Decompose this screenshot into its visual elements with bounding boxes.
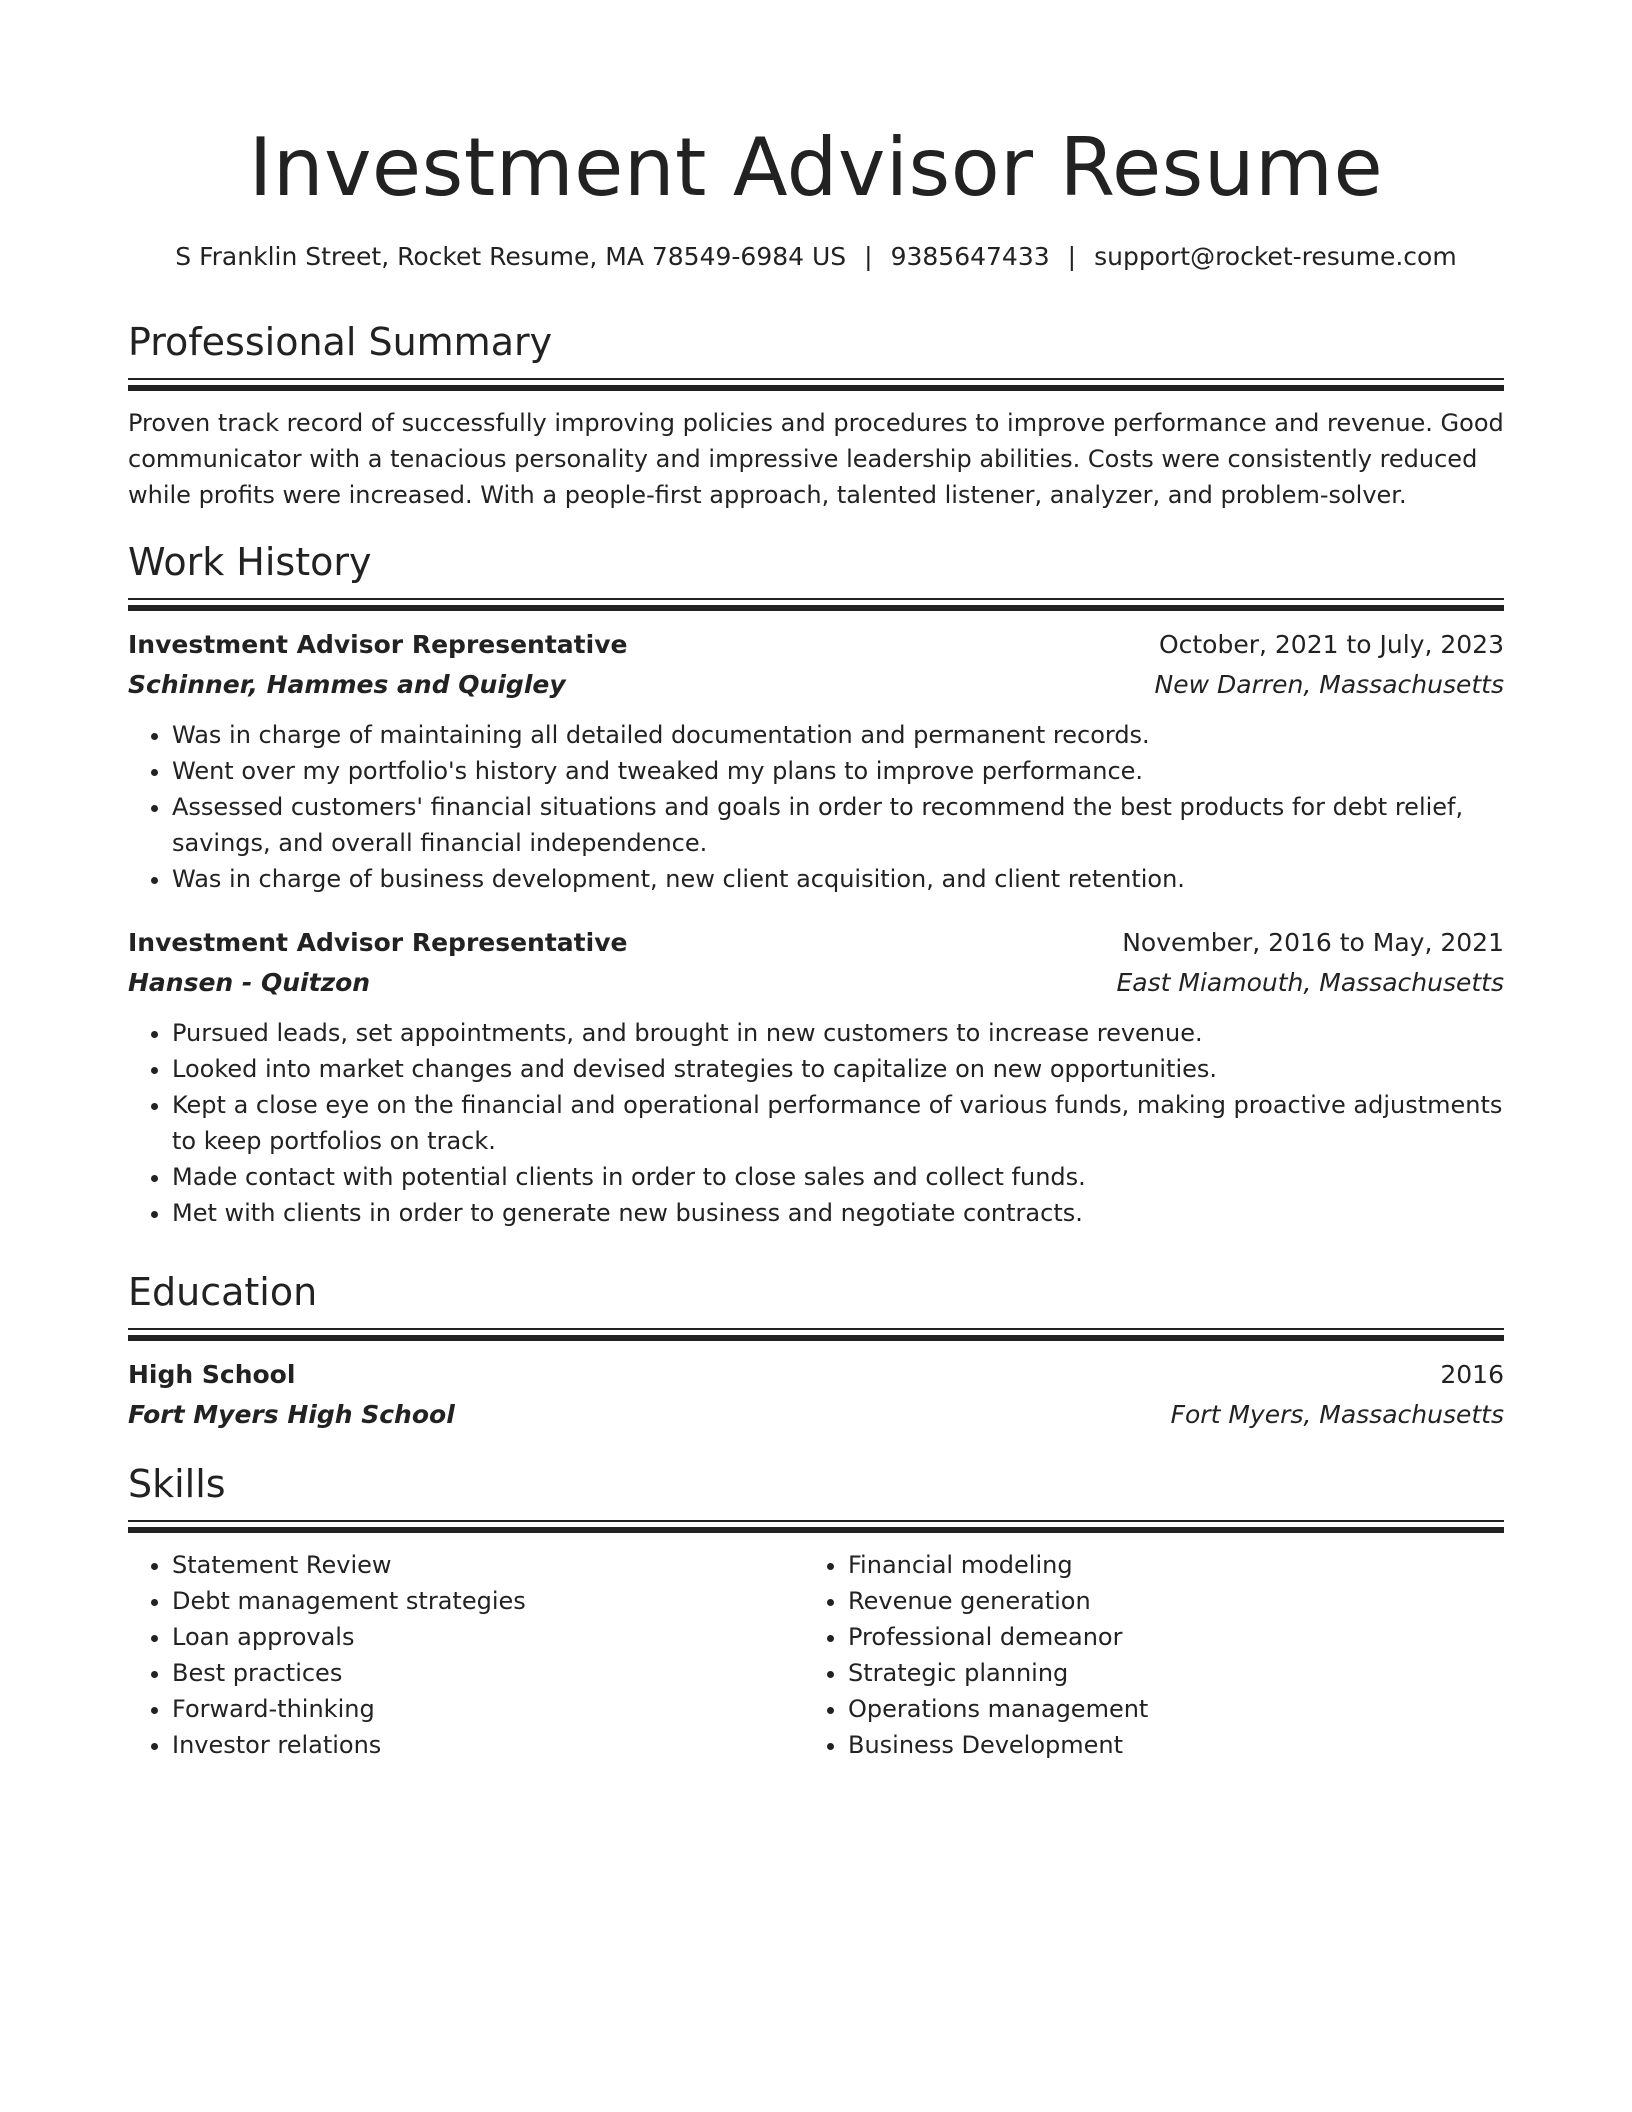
list-item: • Was in charge of maintaining all detailed documentation and permanent records. xyxy=(172,717,1504,753)
job-location: East Miamouth, Massachusetts xyxy=(1116,968,1504,997)
education-year: 2016 xyxy=(1440,1360,1504,1389)
list-item: • Investor relations xyxy=(172,1727,804,1763)
list-item: • Statement Review xyxy=(172,1547,804,1583)
list-item: • Forward-thinking xyxy=(172,1691,804,1727)
contact-line xyxy=(128,240,1504,274)
section-divider xyxy=(128,1520,1504,1533)
contact-email: support@rocket-resume.com xyxy=(1094,242,1457,271)
list-item: • Looked into market changes and devised strategies to capitalize on new opportunities. xyxy=(172,1051,1504,1087)
resume-title: Investment Advisor Resume xyxy=(248,121,1384,214)
job-entry xyxy=(128,625,1504,897)
list-item: • Assessed customers' financial situations and goals in order to recommend the best products for debt relief, savings, and overall financial independence. xyxy=(172,789,1504,861)
job-location: New Darren, Massachusetts xyxy=(1154,670,1504,699)
skills-column-left xyxy=(128,1547,804,1763)
section-heading-summary: Professional Summary xyxy=(128,320,553,364)
job-company-row xyxy=(128,665,1504,705)
section-heading-skills: Skills xyxy=(128,1462,226,1506)
job-company: Schinner, Hammes and Quigley xyxy=(128,670,566,699)
work-history-section xyxy=(128,538,1504,1231)
education-header-row xyxy=(128,1355,1504,1395)
section-divider xyxy=(128,378,1504,391)
list-item: • Professional demeanor xyxy=(848,1619,1480,1655)
education-section xyxy=(128,1268,1504,1435)
job-bullets xyxy=(128,1015,1504,1231)
section-divider xyxy=(128,1328,1504,1341)
job-dates: November, 2016 to May, 2021 xyxy=(1122,928,1504,957)
skills-section xyxy=(128,1460,1504,1763)
list-item: • Operations management xyxy=(848,1691,1480,1727)
list-item: • Best practices xyxy=(172,1655,804,1691)
summary-text: Proven track record of successfully improving policies and procedures to improve performance and revenue. Good communicator with a tenacious personality and impressive leadership abilities. Costs were consistently reduced while profits were increased. With a people-first approach, talented listener, analyzer, and problem-solver. xyxy=(128,409,1504,509)
list-item: • Business Development xyxy=(848,1727,1480,1763)
skills-column-right xyxy=(804,1547,1480,1763)
list-item: • Loan approvals xyxy=(172,1619,804,1655)
list-item: • Pursued leads, set appointments, and brought in new customers to increase revenue. xyxy=(172,1015,1504,1051)
job-header-row xyxy=(128,625,1504,665)
list-item: • Met with clients in order to generate new business and negotiate contracts. xyxy=(172,1195,1504,1231)
job-company-row xyxy=(128,963,1504,1003)
job-bullets xyxy=(128,717,1504,897)
list-item: • Strategic planning xyxy=(848,1655,1480,1691)
job-title: Investment Advisor Representative xyxy=(128,928,628,957)
contact-separator: | xyxy=(1067,242,1077,271)
list-item: • Financial modeling xyxy=(848,1547,1480,1583)
contact-phone: 9385647433 xyxy=(890,242,1050,271)
list-item: • Made contact with potential clients in order to close sales and collect funds. xyxy=(172,1159,1504,1195)
job-dates: October, 2021 to July, 2023 xyxy=(1158,630,1504,659)
list-item: • Went over my portfolio's history and tweaked my plans to improve performance. xyxy=(172,753,1504,789)
job-title: Investment Advisor Representative xyxy=(128,630,628,659)
list-item: • Was in charge of business development, new client acquisition, and client retention. xyxy=(172,861,1504,897)
skills-grid xyxy=(128,1547,1504,1763)
section-heading-work: Work History xyxy=(128,540,372,584)
education-school-row xyxy=(128,1395,1504,1435)
list-item: • Kept a close eye on the financial and operational performance of various funds, making proactive adjustments to keep portfolios on track. xyxy=(172,1087,1504,1159)
section-heading-education: Education xyxy=(128,1270,318,1314)
list-item: • Revenue generation xyxy=(848,1583,1480,1619)
section-divider xyxy=(128,598,1504,611)
education-degree: High School xyxy=(128,1360,296,1389)
job-header-row xyxy=(128,923,1504,963)
contact-separator: | xyxy=(864,242,873,271)
list-item: • Debt management strategies xyxy=(172,1583,804,1619)
education-entry xyxy=(128,1355,1504,1435)
education-school: Fort Myers High School xyxy=(128,1400,455,1429)
education-location: Fort Myers, Massachusetts xyxy=(1170,1400,1504,1429)
job-company: Hansen - Quitzon xyxy=(128,968,371,997)
job-entry xyxy=(128,923,1504,1231)
contact-address: S Franklin Street, Rocket Resume, MA 78549-6984 US xyxy=(175,242,847,271)
summary-section xyxy=(128,318,1504,513)
